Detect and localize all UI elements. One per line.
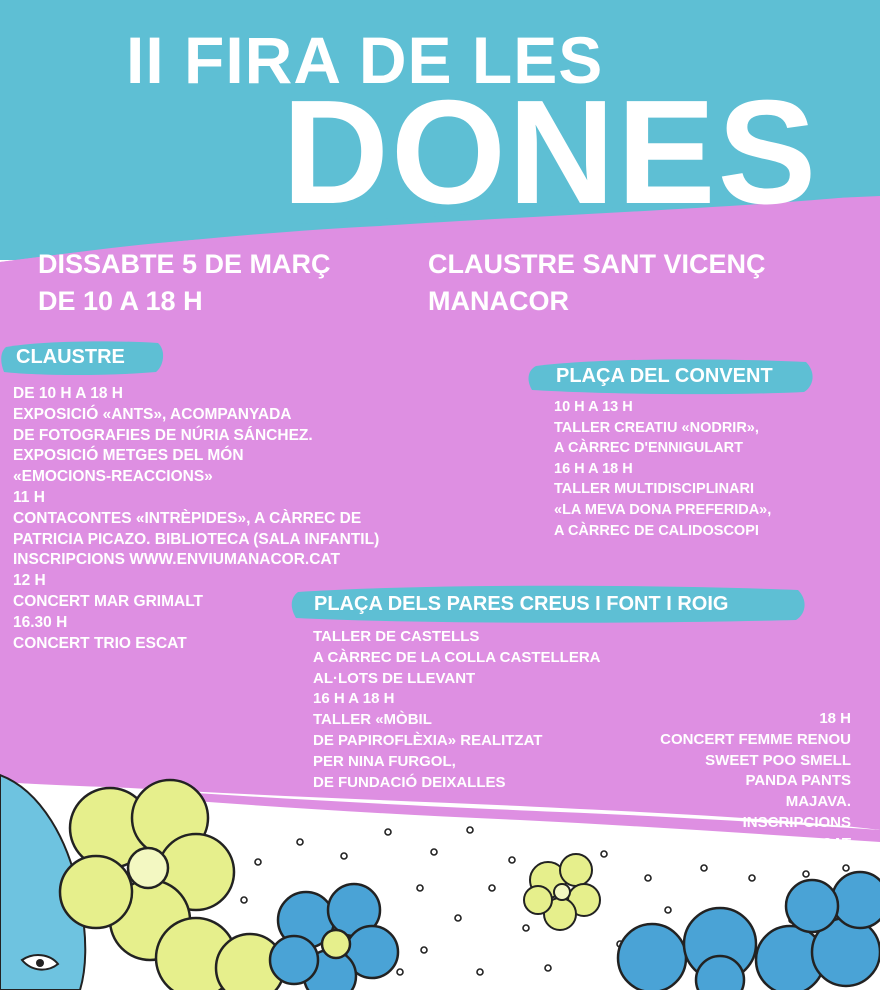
flower-blue-mid xyxy=(270,884,398,990)
program-line: TALLER DE CASTELLS xyxy=(313,628,480,645)
eye-pupil xyxy=(36,959,44,967)
program-line: «LA MEVA DONA PREFERIDA», xyxy=(554,501,772,518)
program-line: PANDA PANTS xyxy=(745,772,851,790)
program-line: INSCRIPCIONS WWW.ENVIUMANACOR.CAT xyxy=(13,551,340,569)
place-block xyxy=(428,246,766,320)
program-line: DE FOTOGRAFIES DE NÚRIA SÁNCHEZ. xyxy=(13,426,313,444)
program-line: EXPOSICIÓ «ANTS», ACOMPANYADA xyxy=(13,405,292,423)
program-line: INSCRIPCIONS xyxy=(742,813,851,831)
program-line: 16 H A 18 H xyxy=(554,460,633,477)
section-label-convent: PLAÇA DEL CONVENT xyxy=(556,365,773,387)
convent-program xyxy=(554,397,771,541)
program-line: SWEET POO SMELL xyxy=(705,751,851,769)
poster-title-line2: DONES xyxy=(282,70,819,235)
program-line: TALLER «MÒBIL xyxy=(313,711,432,729)
program-line: CONCERT FEMME RENOU xyxy=(660,730,851,748)
program-line: 16.30 H xyxy=(13,613,68,631)
event-date: DISSABTE 5 DE MARÇ xyxy=(38,249,331,279)
program-line: 16 H A 18 H xyxy=(313,690,395,708)
program-line: DE 10 H A 18 H xyxy=(13,385,123,402)
date-block xyxy=(38,246,331,320)
section-label-claustre: CLAUSTRE xyxy=(16,346,125,368)
program-line: TALLER MULTIDISCIPLINARI xyxy=(554,481,755,498)
event-town: MANACOR xyxy=(428,286,569,316)
program-line: DE FUNDACIÓ DEIXALLES xyxy=(313,773,506,791)
program-line: 18 H xyxy=(819,710,851,727)
program-line: MAJAVA. xyxy=(785,793,851,811)
program-line: A CÀRREC D'ENNIGULART xyxy=(554,440,743,457)
program-line: PATRICIA PICAZO. BIBLIOTECA (SALA INFANTIL) xyxy=(13,530,380,548)
program-line: WWW.ENVIUMANACOR.CAT xyxy=(647,834,851,852)
program-line: PER NINA FURGOL, xyxy=(313,752,456,770)
pares-creus-program xyxy=(313,627,601,793)
program-line: 11 H xyxy=(13,488,45,506)
program-line: 12 H xyxy=(13,572,46,590)
program-line: DE PAPIROFLÈXIA» REALITZAT xyxy=(313,731,543,749)
program-line: CONCERT MAR GRIMALT xyxy=(13,592,203,610)
poster-title-line1: II FIRA DE LES xyxy=(126,23,604,97)
program-line: CONCERT TRIO ESCAT xyxy=(13,634,187,652)
program-line: CONTACONTES «INTRÈPIDES», A CÀRREC DE xyxy=(13,509,362,527)
event-hours: DE 10 A 18 H xyxy=(38,286,203,316)
program-line: EXPOSICIÓ METGES DEL MÓN xyxy=(13,447,244,465)
concert-program xyxy=(647,709,851,855)
program-line: 10 H A 13 H xyxy=(554,399,633,415)
program-line: A CÀRREC DE LA COLLA CASTELLERA xyxy=(313,648,601,666)
section-label-pares-creus: PLAÇA DELS PARES CREUS I FONT I ROIG xyxy=(314,593,729,615)
program-line: A CÀRREC DE CALIDOSCOPI xyxy=(554,522,759,539)
event-venue: CLAUSTRE SANT VICENÇ xyxy=(428,249,766,279)
program-line: TALLER CREATIU «NODRIR», xyxy=(554,419,759,436)
program-line: AL·LOTS DE LLEVANT xyxy=(313,669,476,687)
claustre-program xyxy=(13,384,379,654)
program-line: «EMOCIONS-REACCIONS» xyxy=(13,468,213,486)
